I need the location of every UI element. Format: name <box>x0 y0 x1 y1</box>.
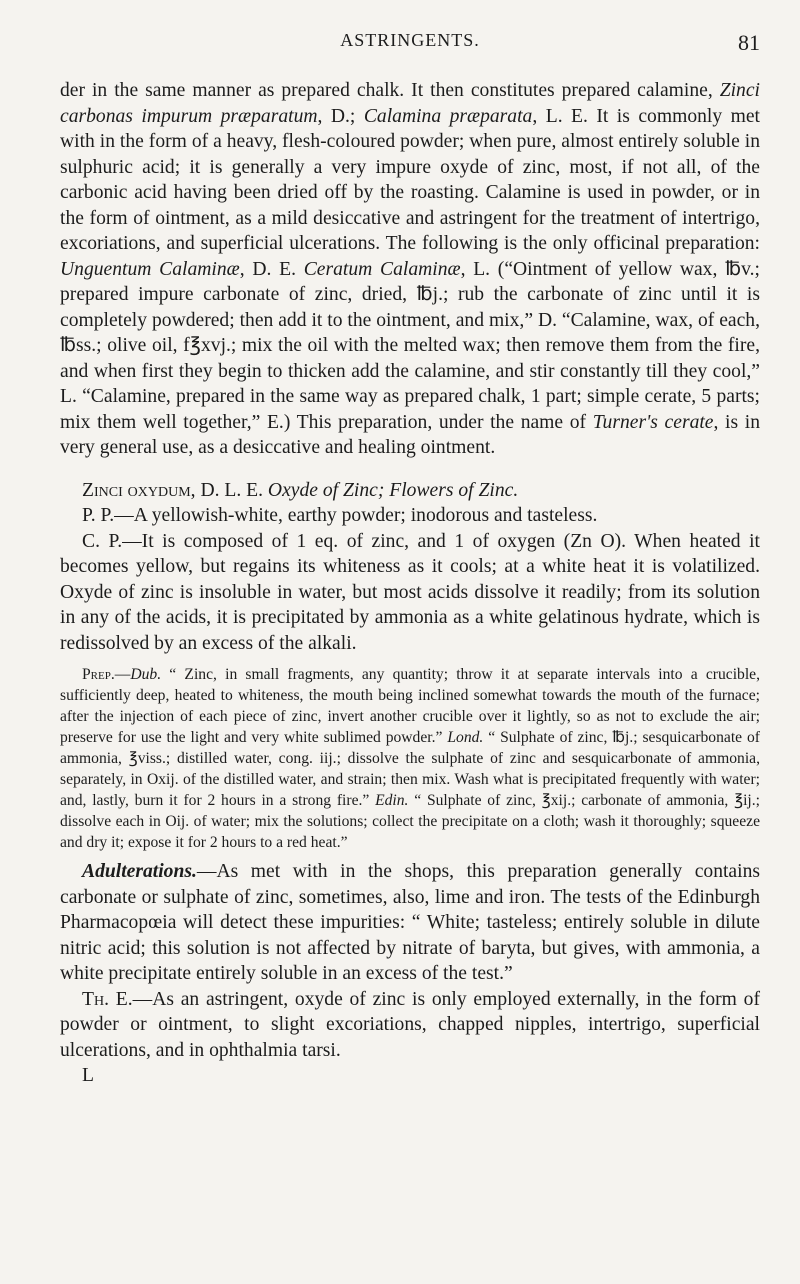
adulterations-paragraph: Adulterations.—As met with in the shops, this preparation generally contains carbonate or sulphate of zinc, sometimes, also, lime and iron. The tests of the Edinburgh Pharmacopœia will detect these impurities: “ White; tasteless; entirely soluble in dilute nitric acid; this solution is not affected by nitrate of baryta, but gives, with ammonia, a white precipitate entirely soluble in an excess of the test.” <box>60 861 760 984</box>
page-header <box>60 30 760 64</box>
signature-mark: L <box>82 1065 94 1086</box>
zinci-oxydum-heading: Zinci oxydum, D. L. E. Oxyde of Zinc; Flowers of Zinc. <box>82 479 519 501</box>
therapeutic-effects: Th. E.—As an astringent, oxyde of zinc is only employed externally, in the form of powder or ointment, to slight excoriations, chapped nipples, intertrigo, superficial ulcerations, and in ophthalmia tarsi. <box>60 988 761 1061</box>
page-body <box>60 78 760 1089</box>
calamine-paragraph: der in the same manner as prepared chalk. It then constitutes prepared calamine, Zinci carbonas impurum præparatum, D.; Calamina præparata, L. E. It is commonly met with in the form of a heavy, flesh-coloured powder; when pure, almost entirely soluble in sulphuric acid; it is generally a very impure oxyde of zinc, most, if not all, of the carbonic acid having been dried off by the roasting. Calamine is used in powder, or in the form of ointment, as a mild desiccative and astringent for the treatment of intertrigo, excoriations, and superficial ulcerations. The following is the only officinal preparation: Unguentum Calaminæ, D. E. Ceratum Calaminæ, L. (“Ointment of yellow wax, ℔v.; prepared impure carbonate of zinc, dried, ℔j.; rub the carbonate of zinc until it is completely powdered; then add it to the ointment, and mix,” D. “Calamine, wax, of each, ℔ss.; olive oil, f℥xvj.; mix the oil with the melted wax; then remove them from the fire, and when first they begin to thicken add the calamine, and stir constantly till they cool,” L. “Calamine, prepared in the same way as prepared chalk, 1 part; simple cerate, 5 parts; mix them well together,” E.) This preparation, under the name of Turner's cerate, is in very general use, as a desiccative and healing ointment. <box>60 80 761 458</box>
running-head: ASTRINGENTS. <box>340 30 480 50</box>
page-number: 81 <box>738 30 760 55</box>
page <box>60 30 760 1089</box>
chemical-properties: C. P.—It is composed of 1 eq. of zinc, and 1 of oxygen (Zn O). When heated it becomes yellow, but regains its whiteness as it cools; at a white heat it is volatilized. Oxyde of zinc is insoluble in water, but most acids dissolve it readily; from its solution in any of the acids, it is precipitated by ammonia as a white gelatinous hydrate, which is redissolved by an excess of the alkali. <box>60 530 760 654</box>
preparation-note: Prep.—Dub. “ Zinc, in small fragments, any quantity; throw it at separate intervals into a crucible, sufficiently deep, heated to whiteness, the mouth being inclined somewhat towards the mouth of the furnace; after the injection of each piece of zinc, invert another crucible over it lightly, so as not to exclude the air; preserve for use the light and very white sublimed powder.” Lond. “ Sulphate of zinc, ℔j.; sesquicarbonate of ammonia, ℥viss.; distilled water, cong. iij.; dissolve the sulphate of zinc and sesquicarbonate of ammonia, separately, in Oxij. of the distilled water, and strain; then mix. Wash what is precipitated frequently with water; and, lastly, burn it for 2 hours in a strong fire.” Edin. “ Sulphate of zinc, ℥xij.; carbonate of ammonia, ℥ij.; dissolve each in Oij. of water; mix the solutions; collect the precipitate on a cloth; wash it thoroughly; squeeze and dry it; expose it for 2 hours to a red heat.” <box>60 666 760 851</box>
physical-properties: P. P.—A yellowish-white, earthy powder; inodorous and tasteless. <box>82 505 598 526</box>
